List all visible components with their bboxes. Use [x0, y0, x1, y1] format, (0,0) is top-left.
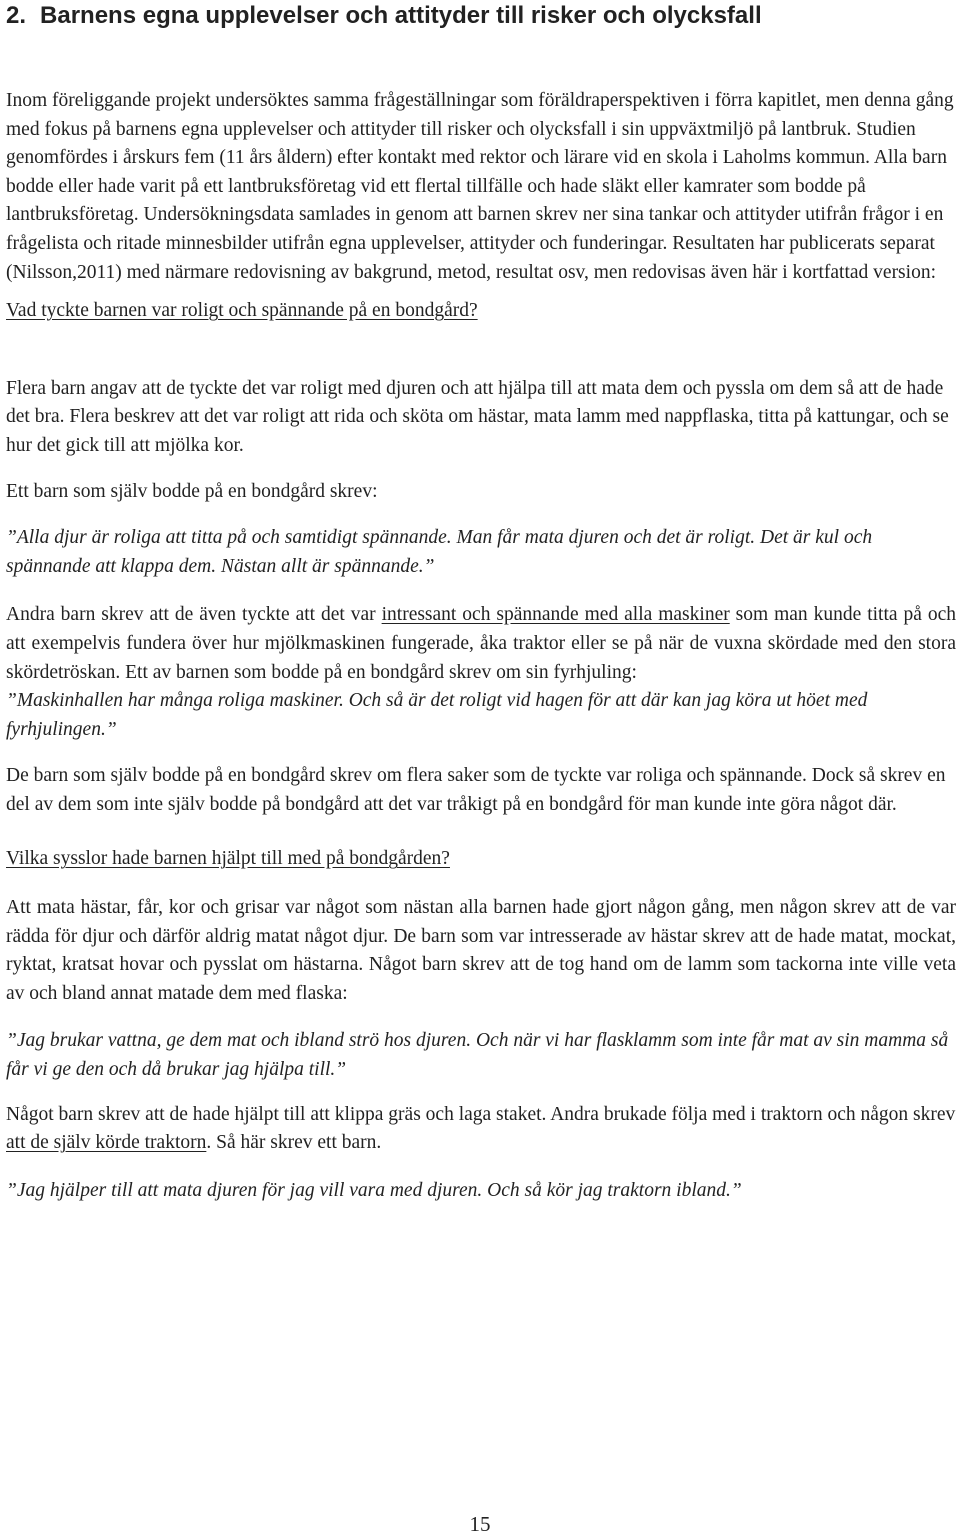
intro-paragraph: Inom föreliggande projekt undersöktes samma frågeställningar som föräldraperspektiven i förra kapitlet, men denna gång med fokus på barnens egna upplevelser och attityder till risker och olycksfall i sin uppväxtmiljö på lantbruk. Studien genomfördes i årskurs fem (11 års åldern) efter kontakt med rektor och lärare vid en skola i Laholms kommun. Alla barn bodde eller hade varit på ett lantbruksföretag vid ett flertal tillfälle och hade släkt eller kamrater som bodde på lantbruksföretag. Undersökningsdata samlades in genom att barnen skrev ner sina tankar och attityder utifrån frågor i en frågelista och ritade minnesbilder utifrån egna upplevelser, attityder och funderingar. Resultaten har publicerats separat (Nilsson,2011) med närmare redovisning av bakgrund, metod, resultat osv, men redovisas även här i kortfattad version:	[6, 90, 954, 283]
section1-paragraph-animals: Flera barn angav att de tyckte det var roligt med djuren och att hjälpa till att mata dem och pyssla om dem så att de hade det bra. Flera beskrev att det var roligt att rida och sköta om hästar, mata lamm med nappflaska, titta på kattungar, och se hur det gick till att mjölka kor.	[6, 377, 949, 456]
section1-lead: Ett barn som själv bodde på en bondgård skrev:	[6, 480, 378, 502]
chapter-heading	[6, 0, 956, 30]
section1-paragraph-farm: De barn som själv bodde på en bondgård skrev om flera saker som de tyckte var roliga och spännande. Dock så skrev en del av dem som inte själv bodde på bondgård att det var tråkigt på en bondgård för man kunde inte göra något där.	[6, 765, 946, 815]
tractor-underlined-text: att de själv körde traktorn	[6, 1132, 207, 1154]
machines-underlined-text: intressant och spännande med alla maskiner	[381, 604, 730, 626]
chapter-number: 2.	[6, 2, 27, 29]
tractor-text-after: . Så här skrev ett barn.	[206, 1132, 382, 1154]
section2-quote-tractor: ”Jag hjälper till att mata djuren för jag vill vara med djuren. Och så kör jag traktorn ibland.”	[6, 1179, 742, 1201]
machines-text-after: som man kunde titta på och att exempelvis fundera över hur mjölkmaskinen fungerade, åka traktor eller se på när de vuxna skördade med den stora skördetröskan. Ett av barnen som bodde på en bondgård skrev om sin fyrhjuling:	[6, 604, 956, 683]
page-number: 15	[469, 1512, 491, 1536]
section2-paragraph-tractor	[6, 1101, 956, 1158]
section1-quote-machines: ”Maskinhallen har många roliga maskiner. Och så är det roligt vid hagen för att där kan jag köra ut höet med fyrhjulingen.”	[6, 690, 868, 740]
machines-text-before: Andra barn skrev att de även tyckte att det var	[6, 604, 382, 626]
document-page	[6, 0, 956, 1205]
section1-quote-animals: ”Alla djur är roliga att titta på och samtidigt spännande. Man får mata djuren och det är roligt. Det är kul och spännande att klappa dem. Nästan allt är spännande.”	[6, 527, 873, 577]
section2-quote-lambs: ”Jag brukar vattna, ge dem mat och ibland strö hos djuren. Och när vi har flasklamm som inte får mat av sin mamma så får vi ge den och då brukar jag hjälpa till.”	[6, 1030, 949, 1081]
section-question-fun: Vad tyckte barnen var roligt och spännande på en bondgård?	[6, 300, 478, 322]
section2-paragraph-feeding: Att mata hästar, får, kor och grisar var något som nästan alla barnen hade gjort någon gång, men någon skrev att de var rädda för djur och därför aldrig matat något djur. De barn som var intresserade av hästar skrev att de hade matat, mockat, ryktat, kratsat hovar och pysslat om hästarna. Något barn skrev att de tog hand om de lamm som tackorna inte ville veta av och bland annat matade dem med flaska:	[6, 897, 956, 1004]
section1-paragraph-machines	[6, 601, 956, 687]
tractor-text-before: Något barn skrev att de hade hjälpt till att klippa gräs och laga staket. Andra brukade följa med i traktorn och någon skrev	[6, 1103, 956, 1125]
chapter-title: Barnens egna upplevelser och attityder till risker och olycksfall	[40, 2, 762, 29]
section-question-chores: Vilka sysslor hade barnen hjälpt till med på bondgården?	[6, 848, 450, 870]
